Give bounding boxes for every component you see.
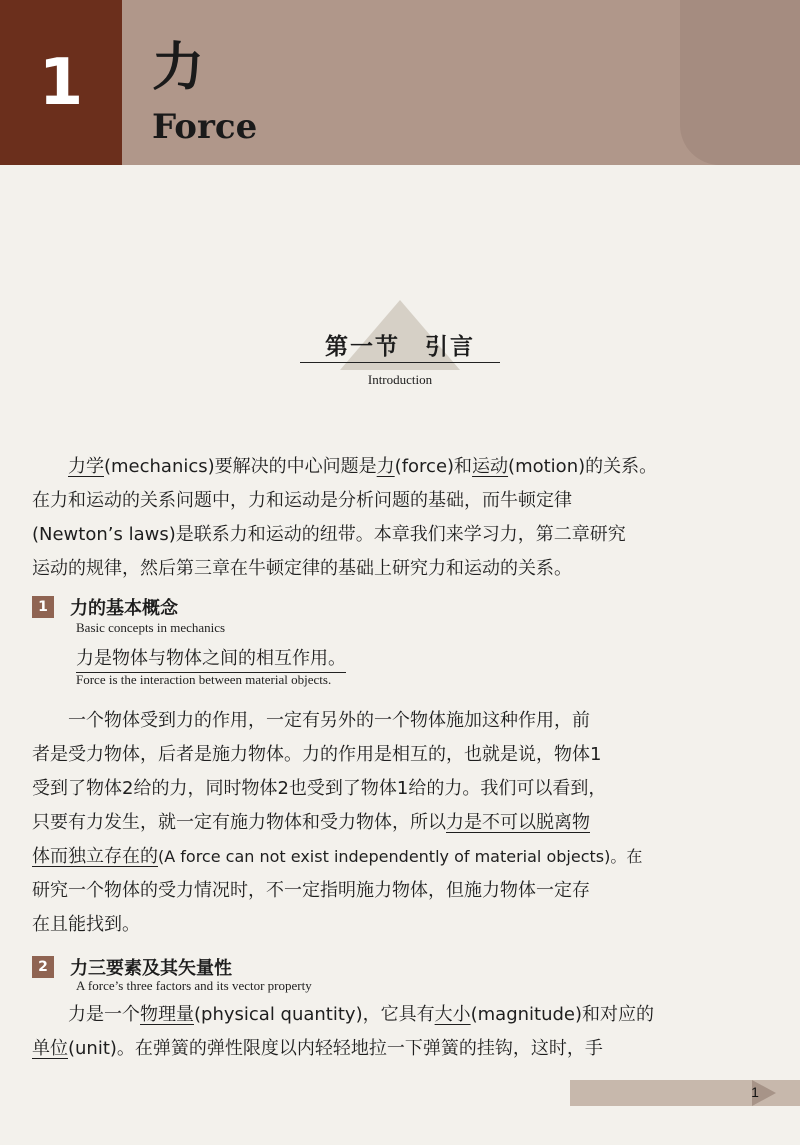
- term-force: 力: [376, 456, 395, 477]
- body-paragraph-1: [32, 704, 722, 942]
- body1-line-5a: 体而独立存在的: [32, 846, 158, 867]
- force-definition: 力是物体与物体之间的相互作用。: [76, 644, 346, 673]
- body1-line-6: 研究一个物体的受力情况时，不一定指明施力物体，但施力物体一定存: [32, 880, 590, 901]
- intro-paragraph: [32, 450, 722, 586]
- subsection-2-title: 力三要素及其矢量性: [70, 958, 232, 979]
- body-paragraph-2: [32, 998, 722, 1066]
- term-motion: 运动: [472, 456, 509, 477]
- force-definition-en: Force is the interaction between material objects.: [76, 672, 332, 687]
- body1-line-5: [32, 840, 722, 874]
- body1-line-4a: 只要有力发生，就一定有施力物体和受力物体，所以: [32, 812, 446, 833]
- body2-l2b: (unit)。在弹簧的弹性限度以内轻轻地拉一下弹簧的挂钩，这时，手: [68, 1038, 603, 1059]
- subsection-2-badge: 2: [32, 956, 54, 978]
- chapter-title-zh: 力: [152, 38, 205, 98]
- body2-l1c: (physical quantity)，它具有: [194, 1004, 435, 1025]
- body1-line-1: 一个物体受到力的作用，一定有另外的一个物体施加这种作用，前: [68, 710, 590, 731]
- page-number: 1: [751, 1084, 759, 1100]
- term-mechanics: 力学: [68, 456, 104, 477]
- term-physical-quantity: 物理量: [140, 1004, 194, 1025]
- body1-line-5b: (A force can not exist independently of material objects)。在: [158, 847, 643, 866]
- intro-text-2: (force)和: [394, 456, 473, 477]
- section-divider: [300, 362, 500, 363]
- body2-line-1: [32, 998, 722, 1032]
- body1-line-4: [32, 806, 722, 840]
- intro-line-3: (Newton’s laws)是联系力和运动的纽带。本章我们来学习力，第二章研究: [32, 524, 626, 545]
- intro-text-1: (mechanics)要解决的中心问题是: [104, 456, 377, 477]
- chapter-number: 1: [38, 45, 84, 120]
- intro-line-2: 在力和运动的关系问题中，力和运动是分析问题的基础，而牛顿定律: [32, 490, 572, 511]
- subsection-2-heading: [32, 955, 232, 979]
- body1-line-4b: 力是不可以脱离物: [446, 812, 590, 833]
- body2-line-2: [32, 1032, 722, 1066]
- body2-l1a: 力是一个: [68, 1004, 140, 1025]
- section-title: 第一节 引言: [325, 334, 475, 360]
- subsection-1-badge: 1: [32, 596, 54, 618]
- subsection-1-heading: [32, 595, 178, 619]
- section-subtitle: Introduction: [367, 372, 433, 387]
- subsection-1-title: 力的基本概念: [70, 598, 178, 619]
- subsection-2-en: A force’s three factors and its vector property: [76, 978, 312, 993]
- body1-line-3: 受到了物体2给的力，同时物体2也受到了物体1给的力。我们可以看到，: [32, 778, 607, 799]
- term-magnitude: 大小: [434, 1004, 471, 1025]
- body1-line-7: 在且能找到。: [32, 914, 140, 935]
- term-unit: 单位: [32, 1038, 68, 1059]
- section-heading: [280, 300, 520, 400]
- chapter-number-box: [0, 0, 122, 165]
- chapter-title-en: Force: [152, 107, 258, 147]
- subsection-1-en: Basic concepts in mechanics: [76, 620, 226, 635]
- intro-line-1: [32, 450, 722, 484]
- intro-text-3: (motion)的关系。: [508, 456, 658, 477]
- header-corner: [680, 0, 800, 165]
- body1-line-2: 者是受力物体，后者是施力物体。力的作用是相互的，也就是说，物体1: [32, 744, 602, 765]
- intro-line-4: 运动的规律，然后第三章在牛顿定律的基础上研究力和运动的关系。: [32, 558, 572, 579]
- body2-l1e: (magnitude)和对应的: [470, 1004, 655, 1025]
